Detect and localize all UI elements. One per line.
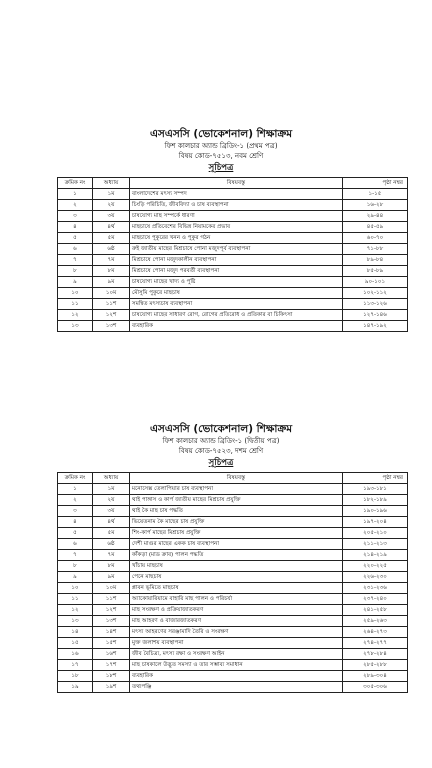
row-topic: প্লাবন ভূমিতে মাছচাষ — [130, 583, 343, 594]
table-row — [58, 671, 408, 682]
row-chapter: ২য় — [93, 495, 130, 506]
header-chapter: অধ্যায় — [93, 178, 130, 189]
row-serial: ৮ — [58, 561, 93, 572]
toc-section-first-paper — [57, 128, 403, 332]
row-topic: মনোসেক্স তেলাপিয়ার চাষ ব্যবস্থাপনা — [130, 484, 343, 495]
table-row — [58, 233, 408, 244]
row-chapter: ১৮শ — [93, 671, 130, 682]
row-chapter: ৬ষ্ঠ — [93, 539, 130, 550]
row-serial: ১৩ — [58, 321, 93, 332]
row-serial: ১৪ — [58, 627, 93, 638]
row-pages: ৩০৫-৩০৬ — [343, 682, 408, 693]
row-pages: ২৮৫-২৮৮ — [343, 660, 408, 671]
row-topic: মৌসুমি পুকুরে মাছচাষ — [130, 288, 343, 299]
row-chapter: ১ম — [93, 484, 130, 495]
row-topic: মাছচাষে পুকুরের খনন ও পুকুর গঠন — [130, 233, 343, 244]
row-topic: চাষযোগ্য মাছের খাদ্য ও পুষ্টি — [130, 277, 343, 288]
row-topic: অ্যাকোয়ারিয়ামে বাহারি মাছ পালন ও পরিচর্যা — [130, 594, 343, 605]
row-serial: ৯ — [58, 277, 93, 288]
header-serial: ক্রমিক নং — [58, 473, 93, 484]
row-topic: খাঁচায় মাছচাষ — [130, 561, 343, 572]
row-topic: মিশ্রচাষে পোনা মজুদকালীন ব্যবস্থাপনা — [130, 255, 343, 266]
row-serial: ৩ — [58, 211, 93, 222]
row-serial: ৪ — [58, 517, 93, 528]
row-chapter: ৯ম — [93, 572, 130, 583]
row-pages: ১৪৭-১৯২ — [343, 321, 408, 332]
row-serial: ৫ — [58, 528, 93, 539]
row-serial: ৭ — [58, 255, 93, 266]
row-serial: ৬ — [58, 244, 93, 255]
row-pages: ২২৬-২৩০ — [343, 572, 408, 583]
row-pages: ১৬-২৮ — [343, 200, 408, 211]
row-chapter: ১৩শ — [93, 321, 130, 332]
header-topic: বিষয়বস্তু — [130, 178, 343, 189]
header-serial: ক্রমিক নং — [58, 178, 93, 189]
row-serial: ৭ — [58, 550, 93, 561]
table-row — [58, 288, 408, 299]
row-pages: ১৯০-১৯৬ — [343, 506, 408, 517]
subject-code-line: বিষয় কোড-৭৫১৩, নবম শ্রেণি — [178, 152, 264, 160]
row-pages: ৮৯-৮৪ — [343, 255, 408, 266]
table-row — [58, 539, 408, 550]
row-serial: ১৫ — [58, 638, 93, 649]
row-topic: ভিয়েতনাম কৈ মাছের চাষ প্রযুক্তি — [130, 517, 343, 528]
row-chapter: ১১শ — [93, 299, 130, 310]
table-row — [58, 189, 408, 200]
row-pages: ২৩৭-২৪০ — [343, 594, 408, 605]
row-topic: চিংড়ি পরিচিতি, জীববিদ্যা ও চাষ ব্যবস্থাপনা — [130, 200, 343, 211]
row-chapter: ৬ষ্ঠ — [93, 244, 130, 255]
row-chapter: ৭ম — [93, 255, 130, 266]
row-pages: ৮৫-৮৯ — [343, 266, 408, 277]
row-pages: ২৫৯-২৬৩ — [343, 616, 408, 627]
row-pages: ১৯৩-১৮১ — [343, 484, 408, 495]
table-row — [58, 321, 408, 332]
header-page: পৃষ্ঠা নম্বর — [343, 178, 408, 189]
row-topic: থাই কৈ মাছ চাষ পদ্ধতি — [130, 506, 343, 517]
row-chapter: ১২শ — [93, 310, 130, 321]
subject-subtitle: ফিশ কালচার অ্যান্ড ব্রিডিং-১ (প্রথম পত্র) — [164, 142, 278, 150]
row-topic: শিং-কার্প মাছের মিশ্রচাষ প্রযুক্তি — [130, 528, 343, 539]
header-page: পৃষ্ঠা নম্বর — [343, 473, 408, 484]
row-chapter: ৪র্থ — [93, 517, 130, 528]
row-topic: দেশী মাগুর মাছের একক চাষ ব্যবস্থাপনা — [130, 539, 343, 550]
table-row — [58, 528, 408, 539]
subject-subtitle: ফিশ কালচার অ্যান্ড ব্রিডিং-১ (দ্বিতীয় পত্র) — [162, 437, 280, 445]
table-row — [58, 605, 408, 616]
row-topic: কাঁকড়া (মাড ক্রাব) পালন পদ্ধতি — [130, 550, 343, 561]
row-serial: ১ — [58, 484, 93, 495]
row-pages: ১০২-১১২ — [343, 288, 408, 299]
curriculum-title: এসএসসি (ভোকেশনাল) শিক্ষাক্রম — [149, 128, 293, 140]
row-chapter: ১৭শ — [93, 660, 130, 671]
toc-section-second-paper — [57, 423, 403, 693]
row-pages: ২৯-৪৪ — [343, 211, 408, 222]
row-pages: ১১৩-১২৬ — [343, 299, 408, 310]
toc-title: সূচিপত্র — [208, 458, 234, 468]
row-pages: ১-১৫ — [343, 189, 408, 200]
row-chapter: ১০ম — [93, 583, 130, 594]
table-row — [58, 255, 408, 266]
row-pages: ২১১-২১৩ — [343, 539, 408, 550]
row-serial: ১৩ — [58, 616, 93, 627]
row-chapter: ১০ম — [93, 288, 130, 299]
row-serial: ৮ — [58, 266, 93, 277]
header-chapter: অধ্যায় — [93, 473, 130, 484]
row-chapter: ৫ম — [93, 528, 130, 539]
row-topic: মিশ্রচাষে পোনা মজুদ পরবর্তী ব্যবস্থাপনা — [130, 266, 343, 277]
table-row — [58, 200, 408, 211]
row-serial: ১২ — [58, 605, 93, 616]
row-chapter: ৪র্থ — [93, 222, 130, 233]
row-pages: ৪৫-৫৯ — [343, 222, 408, 233]
subject-code-line: বিষয় কোড-৭৫২৩, দশম শ্রেণি — [178, 447, 264, 455]
row-serial: ১৮ — [58, 671, 93, 682]
row-serial: ৫ — [58, 233, 93, 244]
row-pages: ২৭৪-২৭৭ — [343, 638, 408, 649]
row-serial: ১১ — [58, 299, 93, 310]
row-chapter: ২য় — [93, 200, 130, 211]
row-chapter: ১১শ — [93, 594, 130, 605]
table-row — [58, 310, 408, 321]
row-pages: ২০৫-২১০ — [343, 528, 408, 539]
table-row — [58, 506, 408, 517]
row-serial: ১ — [58, 189, 93, 200]
row-pages: ৭১-৮৮ — [343, 244, 408, 255]
row-serial: ৩ — [58, 506, 93, 517]
toc-table — [57, 177, 408, 332]
row-topic: বাংলাদেশের মৎস্য সম্পদ — [130, 189, 343, 200]
toc-body — [58, 484, 408, 693]
row-topic: রুই জাতীয় মাছের মিশ্রচাষে পোনা মজুদপূর্ব ব্যবস্থাপনা — [130, 244, 343, 255]
row-serial: ২ — [58, 200, 93, 211]
row-pages: ১৯৭-২০৪ — [343, 517, 408, 528]
row-chapter: ৫ম — [93, 233, 130, 244]
table-row — [58, 222, 408, 233]
table-row — [58, 660, 408, 671]
row-serial: ১৬ — [58, 649, 93, 660]
row-chapter: ৩য় — [93, 211, 130, 222]
row-topic: মাছচাষে প্রতিবেশের বিভিন্ন নিয়ামকের প্রভাব — [130, 222, 343, 233]
row-serial: ৯ — [58, 572, 93, 583]
row-topic: সমন্বিত মৎস্যচাষ ব্যবস্থাপনা — [130, 299, 343, 310]
row-serial: ১৭ — [58, 660, 93, 671]
table-row — [58, 517, 408, 528]
header-topic: বিষয়বস্তু — [130, 473, 343, 484]
row-chapter: ৮ম — [93, 561, 130, 572]
table-row — [58, 638, 408, 649]
row-serial: ২ — [58, 495, 93, 506]
row-topic: পেনে মাছচাষ — [130, 572, 343, 583]
row-topic: জীব বৈচিত্র্য, মৎস্য রক্ষা ও সংরক্ষণ আইন — [130, 649, 343, 660]
table-row — [58, 627, 408, 638]
row-topic: চাষযোগ্য মাছের সাধারণ রোগ, রোগের প্রতিরোধ ও প্রতিকার বা চিকিৎসা — [130, 310, 343, 321]
table-row — [58, 616, 408, 627]
row-pages: ১২৭-১৪৬ — [343, 310, 408, 321]
row-serial: ১১ — [58, 594, 93, 605]
row-chapter: ১৪শ — [93, 627, 130, 638]
row-chapter: ১ম — [93, 189, 130, 200]
row-chapter: ১৫শ — [93, 638, 130, 649]
table-row — [58, 244, 408, 255]
row-serial: ৬ — [58, 539, 93, 550]
table-row — [58, 277, 408, 288]
row-chapter: ১৬শ — [93, 649, 130, 660]
table-row — [58, 594, 408, 605]
toc-body — [58, 189, 408, 332]
table-row — [58, 550, 408, 561]
row-topic: মৎস্য আহরণের সরঞ্জামাদি তৈরি ও সংরক্ষণ — [130, 627, 343, 638]
row-serial: ৪ — [58, 222, 93, 233]
row-pages: ২৭৮-২৮৪ — [343, 649, 408, 660]
row-pages: ৯০-১০১ — [343, 277, 408, 288]
row-chapter: ৮ম — [93, 266, 130, 277]
row-pages: ২৬৪-২৭৩ — [343, 627, 408, 638]
row-pages: ৬০-৭০ — [343, 233, 408, 244]
table-row — [58, 561, 408, 572]
row-chapter: ৭ম — [93, 550, 130, 561]
row-serial: ১২ — [58, 310, 93, 321]
curriculum-title: এসএসসি (ভোকেশনাল) শিক্ষাক্রম — [149, 423, 293, 435]
row-topic: চাষযোগ্য মাছ সম্পর্কে ধারণা — [130, 211, 343, 222]
table-row — [58, 495, 408, 506]
row-topic: তথ্যপঞ্জি — [130, 682, 343, 693]
row-topic: ব্যবহারিক — [130, 671, 343, 682]
row-topic: থাই পাঙ্গাস ও কার্প জাতীয় মাছের মিশ্রচাষ প্রযুক্তি — [130, 495, 343, 506]
table-row — [58, 649, 408, 660]
row-topic: মুক্ত জলাশয় ব্যবস্থাপনা — [130, 638, 343, 649]
row-pages: ২১৪-২১৯ — [343, 550, 408, 561]
row-pages: ১৮২-১৮৯ — [343, 495, 408, 506]
row-chapter: ১৩শ — [93, 616, 130, 627]
table-row — [58, 682, 408, 693]
row-serial: ১০ — [58, 288, 93, 299]
row-topic: মাছ চাষকালে উদ্ভূত সমস্যা ও তার সম্ভাব্য সমাধান — [130, 660, 343, 671]
table-row — [58, 583, 408, 594]
row-topic: ব্যবহারিক — [130, 321, 343, 332]
row-pages: ২৩১-২৩৬ — [343, 583, 408, 594]
row-topic: মাছ আহরণ ও বাজারজাতকরণ — [130, 616, 343, 627]
table-row — [58, 484, 408, 495]
table-row — [58, 266, 408, 277]
row-topic: মাছ সংরক্ষণ ও প্রক্রিয়াজাতকরণ — [130, 605, 343, 616]
row-pages: ২৪১-২৫৮ — [343, 605, 408, 616]
row-pages: ২৮৯-৩০৪ — [343, 671, 408, 682]
row-chapter: ১২শ — [93, 605, 130, 616]
table-row — [58, 572, 408, 583]
toc-header-row — [58, 473, 408, 484]
row-pages: ২২০-২২৫ — [343, 561, 408, 572]
table-row — [58, 211, 408, 222]
row-serial: ১০ — [58, 583, 93, 594]
toc-header-row — [58, 178, 408, 189]
toc-table — [57, 472, 408, 693]
row-chapter: ৯ম — [93, 277, 130, 288]
row-serial: ১৯ — [58, 682, 93, 693]
table-row — [58, 299, 408, 310]
row-chapter: ৩য় — [93, 506, 130, 517]
toc-title: সূচিপত্র — [208, 163, 234, 173]
row-chapter: ১৯শ — [93, 682, 130, 693]
